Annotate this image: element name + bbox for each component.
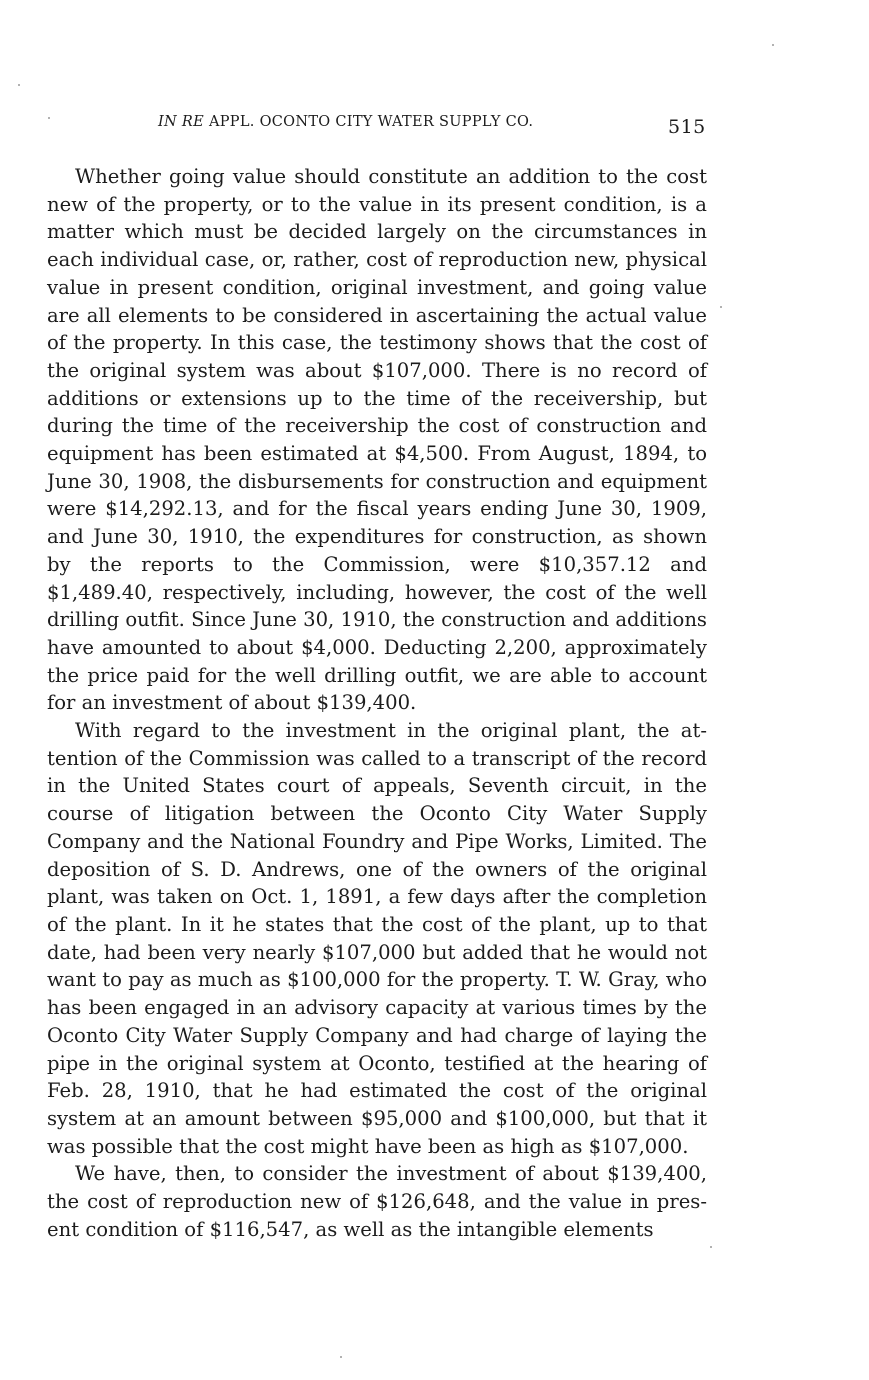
- body-text: [47, 163, 707, 1243]
- scan-speck: [710, 1246, 712, 1248]
- paragraph-original-investment: With regard to the investment in the original plant, the attention of the Commission was called to a transcript of the record in the United States court of appeals, Seventh circuit, in the course of litigation between the Oconto City Water Supply Company and the National Foundry and Pipe Works, Limited. The deposition of S. D. Andrews, one of the owners of the original plant, was taken on Oct. 1, 1891, a few days after the completion of the plant. In it he states that the cost of the plant, up to that date, had been very nearly $107,000 but added that he would not want to pay as much as $100,000 for the property. T. W. Gray, who has been engaged in an advisory capacity at various times by the Oconto City Water Supply Company and had charge of laying the pipe in the original system at Oconto, testified at the hearing of Feb. 28, 1910, that he had estimated the cost of the original system at an amount between $95,000 and $100,000, but that it was possible that the cost might have been as high as $107,000.: [47, 719, 707, 1158]
- running-head-italic: IN RE: [158, 114, 205, 130]
- scan-speck: [720, 306, 722, 308]
- paragraph-going-value: Whether going value should constitute an addition to the cost new of the property, or to the value in its present condition, is a matter which must be decided largely on the circumstances in each individual case, or, rather, cost of reproduction new, physical value in present condition, original investment, and going value are all elements to be considered in ascertaining the actual value of the property. In this case, the testimony shows that the cost of the original system was about $107,000. There is no record of additions or extensions up to the time of the receivership, but during the time of the receivership the cost of construction and equipment has been estimated at $4,500. From August, 1894, to June 30, 1908, the disbursements for construction and equipment were $14,292.13, and for the fiscal years ending June 30, 1909, and June 30, 1910, the expenditures for construction, as shown by the reports to the Commission, were $10,357.12 and $1,489.40, respectively, including, however, the cost of the well drilling outfit. Since June 30, 1910, the construction and additions have amounted to about $4,000. Deducting 2,200, approximately the price paid for the well drilling outfit, we are able to account for an investment of about $139,400.: [47, 165, 707, 715]
- scan-speck: [18, 84, 20, 86]
- scan-speck: [772, 44, 774, 46]
- scan-speck: [340, 1356, 342, 1358]
- running-head: [158, 114, 548, 130]
- scan-speck: [48, 117, 50, 119]
- page-number: 515: [668, 116, 706, 138]
- paragraph-conclusion: We have, then, to consider the investment of about $139,400, the cost of reproduction new of $126,648, and the value in present condition of $116,547, as well as the intangible elements: [47, 1162, 707, 1241]
- running-head-title: APPL. OCONTO CITY WATER SUPPLY CO.: [204, 114, 534, 130]
